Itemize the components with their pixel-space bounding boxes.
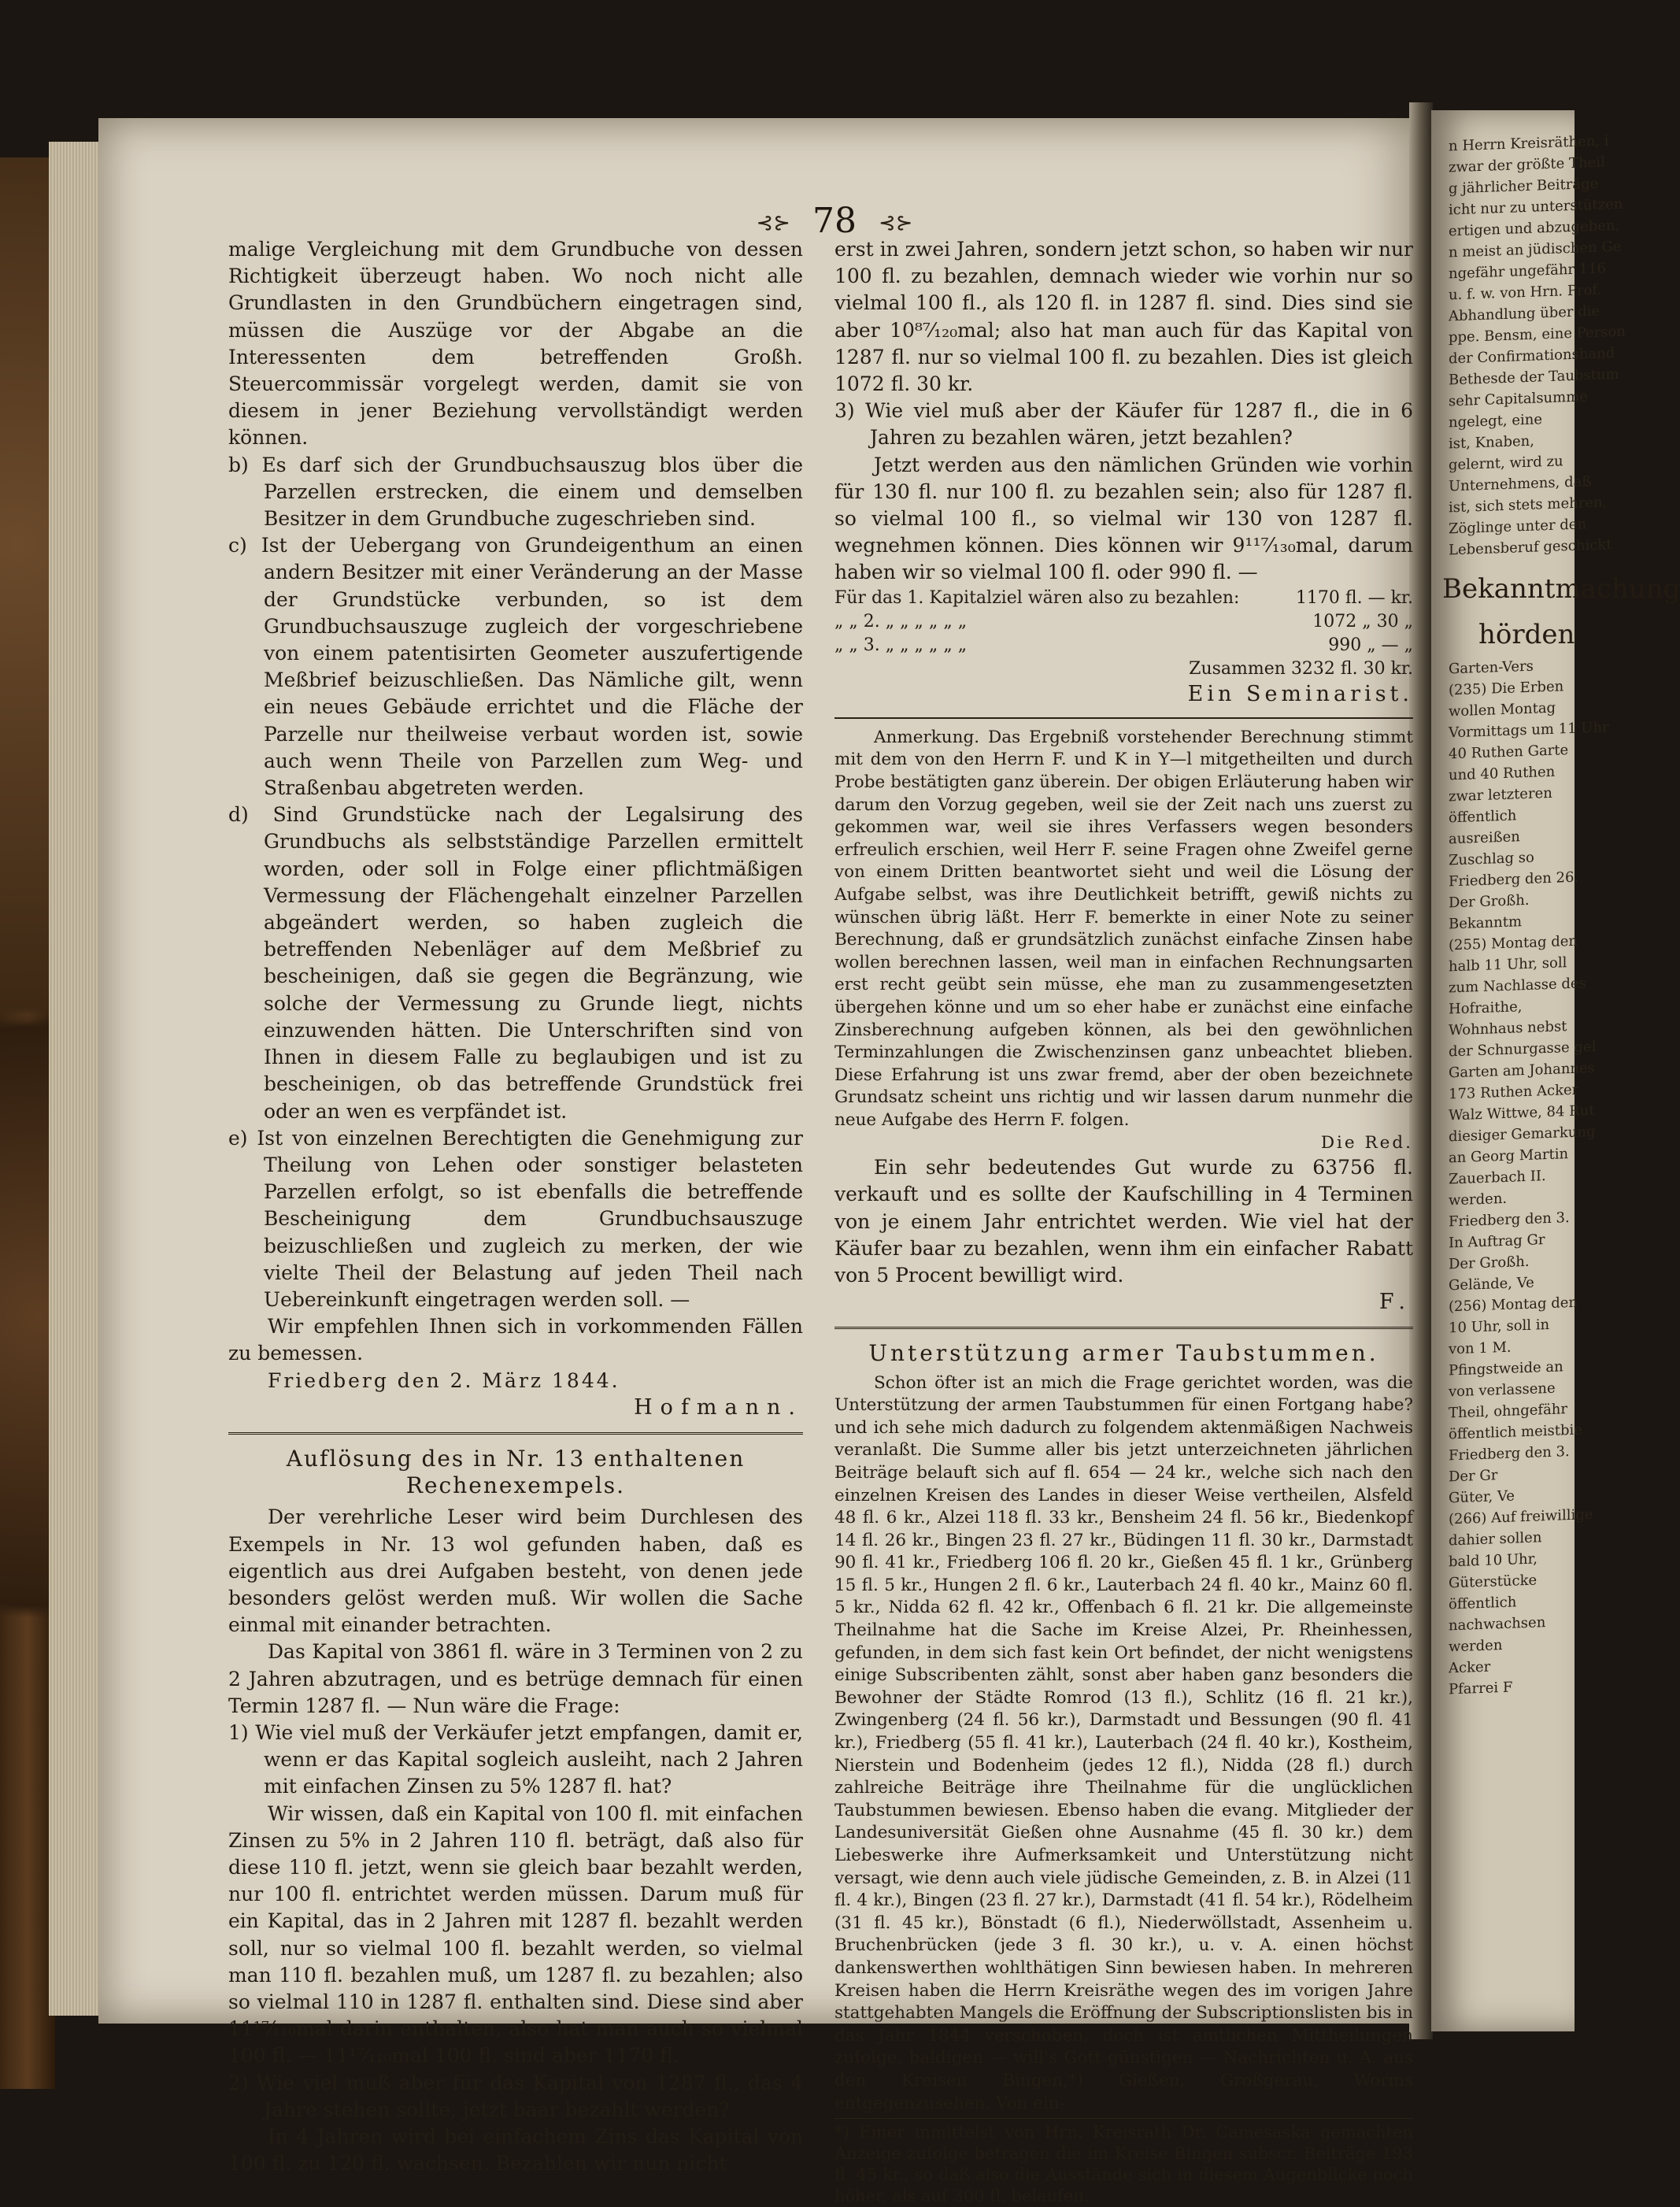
row-label: „ „ 2. „ „ „ „ „ „ (834, 611, 968, 631)
date-line: Friedberg den 2. März 1844. (268, 1368, 620, 1392)
table-row (834, 634, 1413, 657)
paragraph: Der verehrliche Leser wird beim Durchlesen des Exempels in Nr. 13 wol gefunden haben, daß es eigentlich aus drei Aufgaben besteht, von denen jede besonders gelöst werden muß. Wir wollen die Sache einmal mit einander betrachten. (228, 1505, 803, 1637)
right-page-line: an Georg Martin (1449, 1146, 1569, 1167)
list-item-b: b) Es darf sich der Grundbuchsauszug blos über die Parzellen erstrecken, die einem und demselben Besitzer in dem Grundbuche zugeschrieben sind. (228, 453, 803, 531)
right-page-line: Vormittags um 11 Uhr (1449, 719, 1609, 742)
ornament-left-icon: ⊰⊱ (756, 211, 791, 235)
right-page-line: (266) Auf freiwillige (1449, 1506, 1593, 1528)
question-2: 2) Wie viel muß aber für das Kapital von 1287 fl., das 4 Jahre stehen sollte, jetzt baar bezahlt werden? (228, 2071, 803, 2121)
author-signature: Ein Seminarist. (1187, 681, 1413, 706)
right-page-line: gelernt, wird zu (1449, 453, 1563, 474)
divider (834, 717, 1413, 719)
right-page-line: Güterstücke (1449, 1572, 1538, 1592)
table-total: Zusammen 3232 fl. 30 kr. (1189, 658, 1413, 679)
right-page-line: von 1 M. (1449, 1339, 1512, 1358)
right-page-line: ngefähr ungefähr 116 (1449, 260, 1607, 283)
right-page-line: n Herrn Kreisräthen, i (1449, 132, 1609, 155)
right-page-line: Zöglinge unter den (1449, 516, 1587, 538)
right-page-line: ist, sich stets mehren, (1449, 494, 1608, 517)
paragraph: Wir wissen, daß ein Kapital von 100 fl. mit einfachen Zinsen zu 5% in 2 Jahren 110 fl. beträgt, daß also für diese 110 fl. jetzt, wenn sie gleich baar bezahlt werden, nur 100 fl. entrichtet werden müssen. Darum muß für ein Kapital, das in 2 Jahren mit 1287 fl. bezahlt werden soll, nur so vielmal 100 fl. bezahlt werden, so vielmal man 110 fl. bezahlen muß, um 1287 fl. zu bezahlen; also so vielmal 110 in 1287 fl. enthalten sind. Diese sind aber 11¹⁷⁄₁₁₀mal darin enthalten, also hat man auch so vielmal 100 fl. — 11¹⁷⁄₁₁₀mal 100 fl. sind aber 1170 fl. (228, 1802, 803, 2068)
section-divider (228, 1432, 803, 1435)
footnote: *) Einer inmittelst von Hrn. Kreisrath Dr. Camesaska gemachten Anzeige zufolge betragen die im Kreise Bingen subscr. Beiträge 193 fl. 45 kr., so daß also die Ausstände sich in diesem Augenblicke noch höher, als auf 300 fl. belaufen. (834, 2118, 1413, 2207)
right-page-line: Pfingstweide an (1449, 1358, 1563, 1379)
right-page-line: Der Gr (1449, 1467, 1498, 1486)
task-signature: F. (1378, 1290, 1413, 1315)
paragraph: erst in zwei Jahren, sondern jetzt schon, so haben wir nur 100 fl. zu bezahlen, demnach wieder wie vorhin nur so vielmal 100 fl., als 120 fl. in 1287 fl. sind. Dies sind sie aber 10⁸⁷⁄₁₂₀mal; also hat man auch für das Kapital von 1287 fl. nur so vielmal 100 fl. zu bezahlen. Dies ist gleich 1072 fl. 30 kr. (834, 238, 1413, 396)
list-item-d: d) Sind Grundstücke nach der Legalsirung des Grundbuchs als selbstständige Parzellen ermittelt worden, oder soll in Folge einer pflichtmäßigen Vermessung der Flächengehalt einzelner Parzellen abgeändert werden, so haben zugleich die betreffenden Nebenläger auf dem Meßbrief zu bescheinigen, daß sie gegen die Begränzung, wie solche der Vermessung zu Grunde liegt, nichts einzuwenden hätten. Die Unterschriften sind von Ihnen in diesem Falle zu beglaubigen und ist zu bescheinigen, ob das betreffende Grundstück frei oder an wen es verpfändet ist. (228, 803, 803, 1123)
new-task: Ein sehr bedeutendes Gut wurde zu 63756 fl. verkauft und es sollte der Kaufschilling in 4 Terminen von je einem Jahr entrichtet werden. Wie viel hat der Käufer baar zu bezahlen, wenn ihm ein einfacher Rabatt von 5 Procent bewilligt wird. (834, 1156, 1413, 1287)
right-page-line: öffentlich (1449, 807, 1517, 827)
right-page-line: u. f. w. von Hrn. Prof. (1449, 281, 1602, 304)
right-page-heading-2: hörden (1478, 619, 1575, 650)
right-page-line: diesiger Gemarkung (1449, 1123, 1596, 1146)
right-page-line: halb 11 Uhr, soll (1449, 954, 1567, 976)
row-amount: 1170 fl. — kr. (1295, 587, 1413, 608)
right-page-line: Gelände, Ve (1449, 1274, 1534, 1294)
right-page-line: öffentlich (1449, 1594, 1517, 1613)
right-page-line: ausreißen (1449, 828, 1520, 848)
right-page-line: Bekanntm (1449, 913, 1523, 933)
right-page-line: bald 10 Uhr, (1449, 1550, 1538, 1571)
right-page-line: und 40 Ruthen (1449, 763, 1556, 784)
right-page-line: (256) Montag den (1449, 1294, 1578, 1316)
right-page-line: Friedberg den 3. (1449, 1209, 1570, 1231)
right-page-line: nachwachsen (1449, 1614, 1546, 1635)
right-page-line: dahier sollen (1449, 1529, 1542, 1550)
right-page-lines-top (1431, 132, 1626, 559)
right-page-line: der Schnurgasse gel (1449, 1038, 1597, 1061)
row-label: „ „ 3. „ „ „ „ „ „ (834, 635, 968, 655)
section-title: Auflösung des in Nr. 13 enthaltenen Rechenexempels. (286, 1445, 746, 1499)
right-page-line: Friedberg den 3. (1449, 1443, 1570, 1465)
list-item-e: e) Ist von einzelnen Berechtigten die Genehmigung zur Theilung von Lehen oder sonstiger belasteten Parzellen erfolgt, so ist ebenfalls die betreffende Bescheinigung dem Grundbuchsauszuge beizuschließen und zugleich zu merken, der wie vielte Theil der Belastung auf jeden Theil nach Uebereinkunft eingetragen werden soll. — (228, 1126, 803, 1311)
right-page-line: 10 Uhr, soll in (1449, 1316, 1550, 1337)
right-page-line: Zauerbach II. (1449, 1168, 1546, 1188)
right-page-line: Walz Wittwe, 84 Rut (1449, 1102, 1595, 1124)
right-page-line: Der Großh. (1449, 1253, 1530, 1273)
page-header (693, 201, 976, 241)
question-1: 1) Wie viel muß der Verkäufer jetzt empfangen, damit er, wenn er das Kapital sogleich ausleiht, nach 2 Jahren mit einfachen Zinsen zu 5% 1287 fl. hat? (228, 1720, 803, 1798)
payment-table (834, 587, 1413, 681)
right-page-line: Pfarrei F (1449, 1679, 1513, 1698)
right-page-line: Acker (1449, 1658, 1491, 1677)
right-page-line: Garten-Vers (1449, 657, 1534, 678)
editor-signature: Die Red. (1320, 1132, 1413, 1153)
right-page-line: Theil, ohngefähr (1449, 1401, 1567, 1422)
right-page-line: Hofraithe, (1449, 998, 1523, 1018)
right-page-line: 40 Ruthen Garte (1449, 742, 1569, 763)
right-page-line: zwar der größte Theil (1449, 154, 1605, 176)
right-page-line: Garten am Johannes (1449, 1059, 1595, 1082)
left-column (228, 236, 803, 2177)
section-title: Unterstützung armer Taubstummen. (868, 1340, 1379, 1367)
signature: Hofmann. (634, 1394, 803, 1420)
right-page-line: sehr Capitalsumme (1449, 388, 1588, 410)
right-page-line: Der Großh. (1449, 891, 1530, 912)
closing-paragraph: Wir empfehlen Ihnen sich in vorkommenden Fällen zu bemessen. (228, 1315, 803, 1365)
page-edges (49, 142, 104, 2016)
editor-note: Anmerkung. Das Ergebniß vorstehender Berechnung stimmt mit dem von den Herrn F. und K in Y—l mitgetheilten und durch Probe bestätigten ganz überein. Der obigen Erläuterung haben wir darum den Vorzug gegeben, weil sie der Zeit nach uns zuerst zu gekommen war, weil sie ihres Verfassers wegen besonders erfreulich erschien, weil Herr F. seine Fragen ohne Zweifel gerne von einem Dritten beantwortet sieht und weil die Lösung der Aufgabe selbst, was ihre Deutlichkeit betrifft, gewiß nichts zu wünschen übrig läßt. Herr F. bemerkte in einer Note zu seiner Berechnung, daß er grundsätzlich zunächst einfache Zinsen habe wollen berechnen lassen, weil man in einfachen Rechnungsarten erst recht geübt sein müsse, ehe man zu zusammengesetzten übergehen könne und um so eher habe er zunächst eine einfache Zinsberechnung aufgeben können, als bei den gewöhnlichen Terminzahlungen die Zwischenzinsen ganz unbeachtet blieben. Diese Erfahrung ist uns zwar fremd, aber der oben bezeichnete Grundsatz scheint uns richtig und wir lassen darum nunmehr die neue Aufgabe des Herrn F. folgen. (834, 727, 1413, 1130)
right-page-line: g jährlicher Beiträge (1449, 175, 1599, 198)
book-cover-marbled (0, 157, 55, 2089)
right-page-line: Unternehmens, daß (1449, 473, 1592, 495)
right-page-line: Wohnhaus nebst (1449, 1018, 1567, 1039)
right-page-line: Friedberg den 26. (1449, 868, 1579, 891)
paragraph: malige Vergleichung mit dem Grundbuche von dessen Richtigkeit überzeugt haben. Wo noch nicht alle Grundlasten in den Grundbüchern eingetragen sind, müssen die Auszüge vor der Abgabe an die Interessenten dem betreffenden Großh. Steuercommissär vorgelegt werden, damit sie von diesem in jener Beziehung vervollständigt werden können. (228, 238, 803, 450)
right-page-line: werden (1449, 1637, 1503, 1656)
row-amount: 1072 „ 30 „ (1312, 611, 1413, 631)
right-page-line: zum Nachlasse des (1449, 975, 1586, 997)
right-page-line: In Auftrag Gr (1449, 1231, 1545, 1252)
right-page-line: ngelegt, eine (1449, 411, 1543, 431)
paragraph: Jetzt werden aus den nämlichen Gründen wie vorhin für 130 fl. nur 100 fl. zu bezahlen sein; also für 1287 fl. so vielmal 100 fl., so vielmal wir 130 von 1287 fl. wegnehmen können. Dies können wir 9¹¹⁷⁄₁₃₀mal, darum haben wir so vielmal 100 fl. oder 990 fl. — (834, 453, 1413, 584)
right-page-line: Bethesde der Taubstum (1449, 365, 1619, 389)
ornament-right-icon: ⊰⊱ (878, 211, 913, 235)
paragraph: Das Kapital von 3861 fl. wäre in 3 Terminen von 2 zu 2 Jahren abzutragen, und es betrüge demnach für einen Termin 1287 fl. — Nun wäre die Frage: (228, 1640, 803, 1717)
right-page-line: (235) Die Erben (1449, 678, 1564, 699)
right-page-line: ppe. Bensm, eine Person (1449, 323, 1626, 346)
right-page-line: Güter, Ve (1449, 1487, 1515, 1507)
right-page-line: Abhandlung über die (1449, 302, 1600, 325)
right-page-lines-bottom (1431, 657, 1609, 1698)
right-page-line: werden. (1449, 1190, 1508, 1209)
list-item-c: c) Ist der Uebergang von Grundeigenthum an einen andern Besitzer mit einer Veränderung an der Masse der Grundstücke verbunden, so ist dem Grundbuchsauszuge zugleich der vorgeschriebene von einem patentisirten Geometer auszufertigende Meßbrief beizuschließen. Das Nämliche gilt, wenn ein neues Gebäude errichtet und die Fläche der Parzelle nur theilweise verbaut worden ist, sowie auch wenn Theile von Parzellen zum Weg- und Straßenbau abgetreten werden. (228, 534, 803, 800)
right-page-line: icht nur zu unterstützen (1449, 195, 1623, 219)
row-amount: 990 „ — „ (1328, 635, 1413, 655)
paragraph: Schon öfter ist an mich die Frage gerichtet worden, was die Unterstützung der armen Taubstummen für einen Fortgang habe? und ich sehe mich dadurch zu folgendem aktenmäßigen Nachweis veranlaßt. Die Summe aller bis jetzt unterzeichneten jährlichen Beiträge belauft sich auf fl. 654 — 24 kr., welche sich nach den einzelnen Kreisen des Landes in dieser Weise vertheilen, Alsfeld 48 fl. 6 kr., Alzei 118 fl. 33 kr., Bensheim 24 fl. 56 kr., Biedenkopf 14 fl. 26 kr., Bingen 23 fl. 27 kr., Büdingen 11 fl. 30 kr., Darmstadt 90 fl. 41 kr., Friedberg 106 fl. 20 kr., Gießen 45 fl. 1 kr., Grünberg 15 fl. 5 kr., Hungen 2 fl. 6 kr., Lauterbach 24 fl. 40 kr., Mainz 60 fl. 5 kr., Nidda 62 fl. 42 kr., Offenbach 6 fl. 21 kr. Die allgemeinste Theilnahme hat die Sache im Kreise Alzei, Pr. Rheinhessen, gefunden, in dem sich fast kein Ort befindet, der nicht wenigstens einige Subscribenten zählt, sonst aber haben ganz besonders die Bewohner der Städte Romrod (13 fl.), Schlitz (16 fl. 21 kr.), Zwingenberg (24 fl. 56 kr.), Darmstadt und Bessungen (90 fl. 41 kr.), Friedberg (55 fl. 41 kr.), Lauterbach (24 fl. 40 kr.), Kostheim, Nierstein und Bodenheim (jedes 12 fl.), Nidda (28 fl.) durch zahlreiche Beiträge ihre Theilnahme für die unglücklichen Taubstummen bewiesen. Ebenso haben die evang. Mitglieder der Landesuniversität Gießen ohne Ausnahme (45 fl. 30 kr.) dem Liebeswerke ihre Aufmerksamkeit und Unterstützung nicht versagt, wie denn auch viele jüdische Gemeinden, z. B. in Alzei (11 fl. 4 kr.), Bingen (23 fl. 27 kr.), Darmstadt (41 fl. 54 kr.), Rödelheim (31 fl. 45 kr.), Bönstadt (6 fl.), Niederwöllstadt, Assenheim u. Bruchenbrücken (jede 3 fl. 30 kr.), u. v. A. einen höchst dankenswerthen wohlthätigen Sinn bewiesen haben. In mehreren Kreisen haben die Herrn Kreisräthe wegen des im vorigen Jahre stattgehabten Mangels die Eröffnung der Subscriptionslisten bis in das Jahr 1844 verschoben, doch ist amtlichen Mittheilungen zufolge, baldigen — will's Gott günstigen — Nachrichten u. A. aus den Kreisen Bingen,*) Gießen, Großgerau, Worms entgegenzusehen. Von ein- (834, 1372, 1413, 2113)
table-row (834, 610, 1413, 634)
page-number: 78 (812, 201, 857, 241)
right-page-line: wollen Montag (1449, 699, 1556, 720)
right-column (834, 236, 1413, 2207)
paragraph: In 4 Jahren wird bei einfachem Zins das Kapital von 100 fl. zu 120 fl. wachsen. Bezahlen wir nun nicht (228, 2125, 803, 2176)
right-page-line: der Confirmationshand (1449, 345, 1615, 368)
right-page-line: zwar letzteren (1449, 784, 1552, 805)
section-divider (834, 1327, 1413, 1329)
table-row (834, 587, 1413, 610)
right-page-line: ist, Knaben, (1449, 432, 1534, 453)
right-page-line: öffentlich meistbie (1449, 1421, 1582, 1443)
right-page-line: n meist an jüdischen Ge (1449, 238, 1622, 261)
right-page-line: ertigen und abzugeben, (1449, 217, 1620, 240)
right-page-line: (255) Montag den (1449, 932, 1578, 954)
right-page-line: Lebensberuf geschickt (1449, 536, 1612, 559)
right-page-line: 173 Ruthen Acker (1449, 1081, 1579, 1103)
right-page-line: Zuschlag so (1449, 849, 1534, 869)
right-page-fragment (1431, 110, 1680, 2031)
right-page-line: von verlassene (1449, 1379, 1556, 1401)
question-3: 3) Wie viel muß aber der Käufer für 1287 fl., die in 6 Jahren zu bezahlen wären, jetzt bezahlen? (834, 399, 1413, 450)
row-label: Für das 1. Kapitalziel wären also zu bezahlen: (834, 587, 1240, 608)
right-page-heading: Bekanntmachung (1442, 573, 1680, 605)
